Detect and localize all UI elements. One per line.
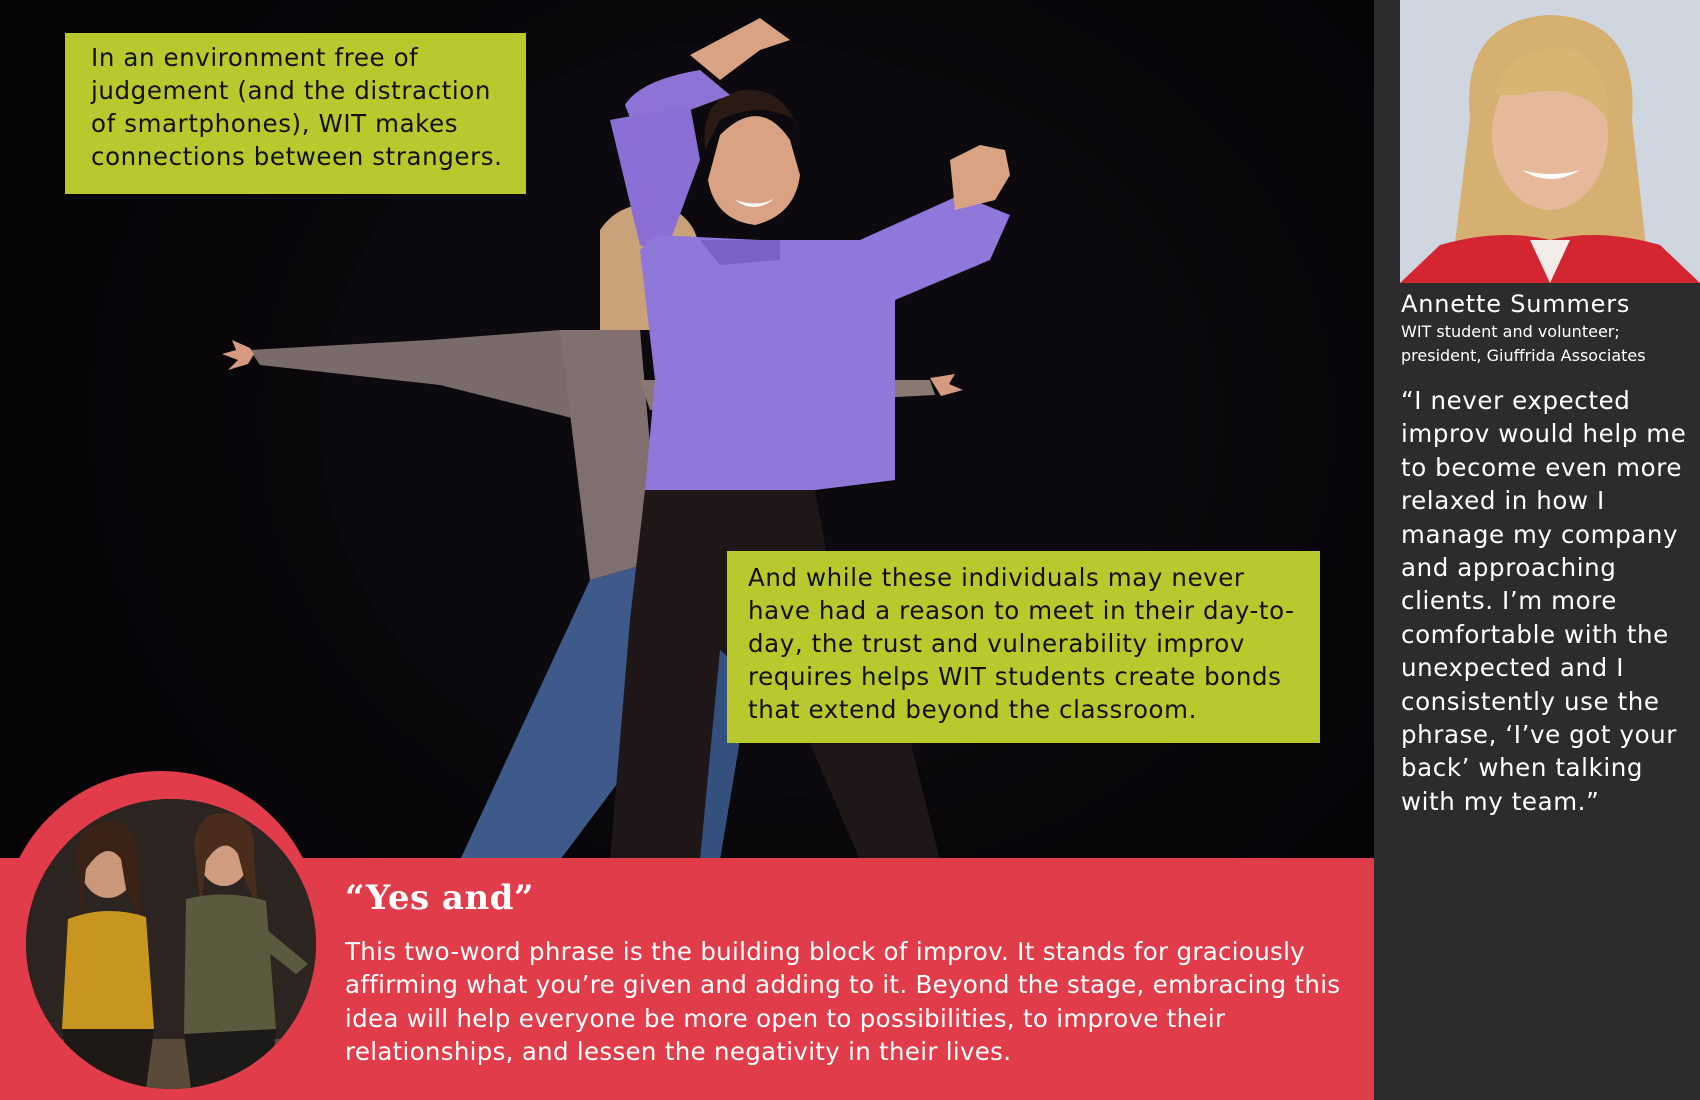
profile-name: Annette Summers: [1401, 290, 1631, 318]
profile-role: [1401, 320, 1697, 368]
feature-title: “Yes and”: [345, 878, 535, 918]
portrait-illustration: [1400, 0, 1700, 283]
two-women-illustration: [26, 799, 316, 1089]
circle-photo-two-women: [26, 799, 316, 1089]
profile-role-line2: president, Giuffrida Associates: [1401, 346, 1646, 365]
profile-quote: “I never expected improv would help me to become even more relaxed in how I manage my company and approaching clients. I’m more comfortable with the unexpected and I consistently use the phrase, ‘I’ve got your back’ when talking with my team.”: [1401, 386, 1687, 816]
feature-body: This two-word phrase is the building block of improv. It stands for graciously affirming what you’re given and adding to it. Beyond the stage, embracing this idea will help everyone be more open to possibilities, to improve their relationships, and lessen the negativity in their lives.: [345, 937, 1341, 1066]
portrait-photo: [1400, 0, 1700, 283]
profile-sidebar: [1374, 0, 1700, 1100]
callout-top: In an environment free of judgement (and the distraction of smartphones), WIT makes connections between strangers.: [65, 33, 526, 194]
profile-role-line1: WIT student and volunteer;: [1401, 322, 1620, 341]
callout-middle: And while these individuals may never have had a reason to meet in their day-to-day, the trust and vulnerability improv requires helps WIT students create bonds that extend beyond the classroom.: [727, 551, 1320, 743]
